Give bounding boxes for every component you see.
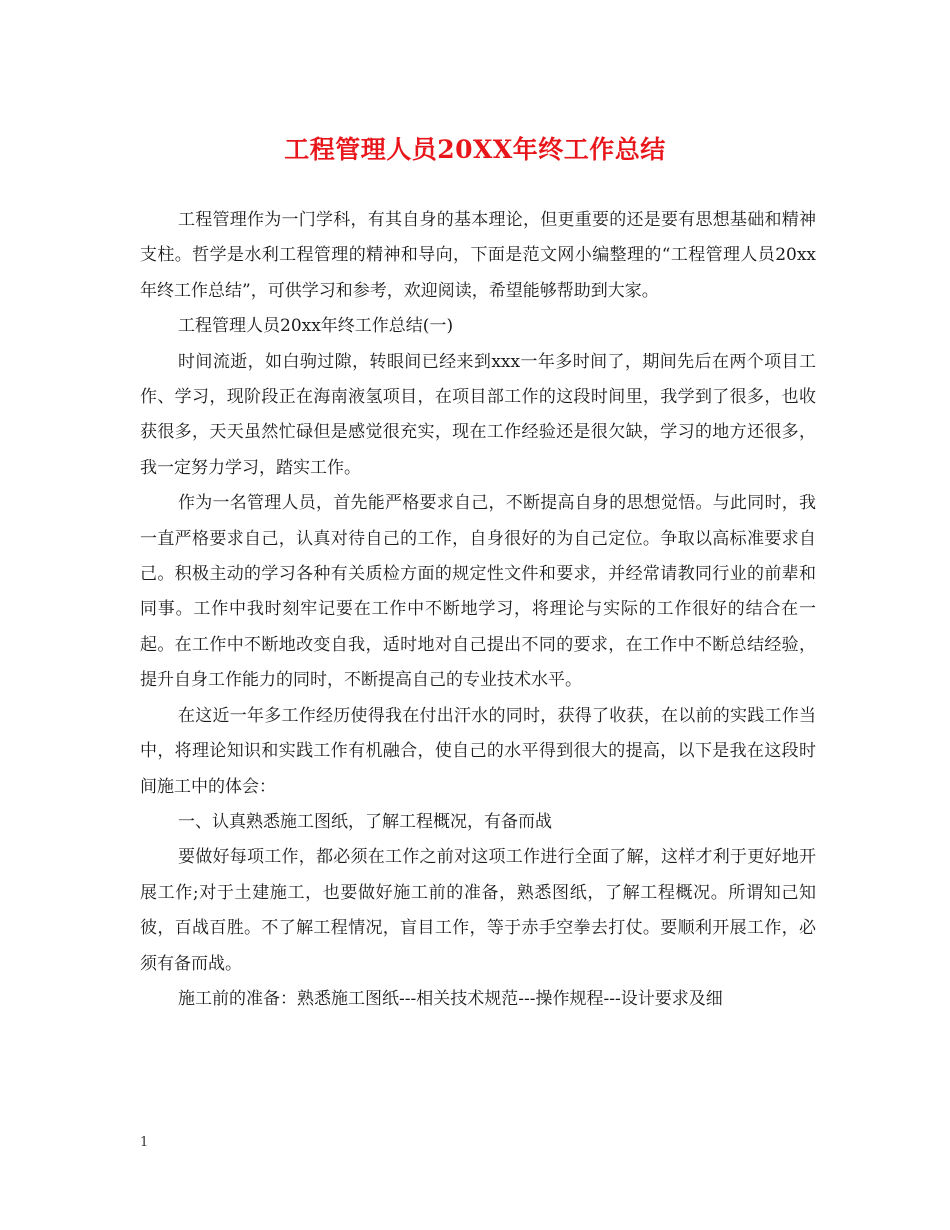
paragraph: 作为一名管理人员，首先能严格要求自己，不断提高自身的思想觉悟。与此同时，我一直严格要求自己，认真对待自己的工作，自身很好的为自己定位。争取以高标准要求自己。积极主动的学习各种有关质检方面的规定性文件和要求，并经常请教同行业的前辈和同事。工作中我时刻牢记要在工作中不断地学习，将理论与实际的工作很好的结合在一起。在工作中不断地改变自我，适时地对自己提出不同的要求，在工作中不断总结经验，提升自身工作能力的同时，不断提高自己的专业技术水平。	[140, 493, 816, 691]
page-number: 1	[140, 1135, 149, 1150]
paragraph: 要做好每项工作，都必须在工作之前对这项工作进行全面了解，这样才利于更好地开展工作;对于土建施工，也要做好施工前的准备，熟悉图纸，了解工程概况。所谓知己知彼，百战百胜。不了解工程情况，盲目工作，等于赤手空拳去打仗。要顺利开展工作，必须有备而战。	[140, 847, 816, 974]
paragraph-intro: 工程管理作为一门学科，有其自身的基本理论，但更重要的还是要有思想基础和精神支柱。哲学是水利工程管理的精神和导向，下面是范文网小编整理的“工程管理人员20xx年终工作总结”，可供学习和参考，欢迎阅读，希望能够帮助到大家。	[140, 210, 816, 301]
section-heading: 一、认真熟悉施工图纸，了解工程概况，有备而战	[178, 811, 552, 832]
paragraph: 时间流逝，如白驹过隙，转眼间已经来到xxx一年多时间了，期间先后在两个项目工作、学习，现阶段正在海南液氢项目，在项目部工作的这段时间里，我学到了很多，也收获很多，天天虽然忙碌但是感觉很充实，现在工作经验还是很欠缺，学习的地方还很多，我一定努力学习，踏实工作。	[140, 351, 816, 478]
paragraph: 在这近一年多工作经历使得我在付出汗水的同时，获得了收获，在以前的实践工作当中，将理论知识和实践工作有机融合，使自己的水平得到很大的提高，以下是我在这段时间施工中的体会：	[140, 705, 816, 797]
paragraph-subtitle: 工程管理人员20xx年终工作总结(一)	[178, 316, 454, 337]
paragraph: 施工前的准备：熟悉施工图纸---相关技术规范---操作规程---设计要求及细	[178, 988, 723, 1009]
document-title: 工程管理人员20XX年终工作总结	[284, 135, 666, 164]
document-body	[140, 203, 816, 1017]
